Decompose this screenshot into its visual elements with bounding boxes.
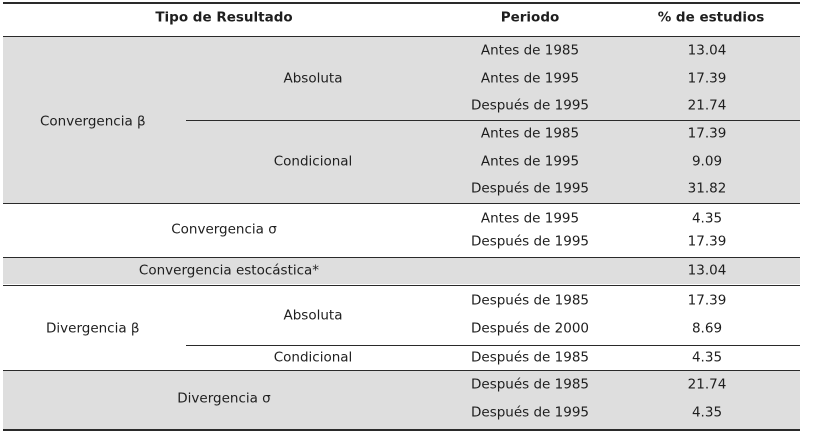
periodo-cell: Después de 1995 (470, 233, 590, 250)
rule-bottom (3, 429, 800, 431)
periodo-cell: Después de 1995 (470, 404, 590, 421)
valor-cell: 8.69 (691, 320, 723, 337)
subgroup-label: Absoluta (283, 70, 343, 87)
periodo-cell: Antes de 1985 (480, 125, 580, 142)
valor-cell: 31.82 (687, 180, 727, 197)
header-estudios: % de estudios (657, 9, 765, 26)
group-label: Convergencia β (40, 113, 146, 130)
rule-div-beta-sub (186, 345, 800, 346)
group-label: Divergencia σ (177, 390, 271, 407)
periodo-cell: Después de 1995 (470, 97, 590, 114)
periodo-cell: Antes de 1985 (480, 42, 580, 59)
periodo-cell: Después de 2000 (470, 320, 590, 337)
periodo-cell: Después de 1995 (470, 180, 590, 197)
group-label: Convergencia σ (171, 221, 277, 238)
header-tipo: Tipo de Resultado (155, 9, 293, 26)
valor-cell: 17.39 (687, 125, 727, 142)
valor-cell: 17.39 (687, 70, 727, 87)
subgroup-label: Condicional (273, 349, 353, 366)
valor-cell: 13.04 (687, 262, 727, 279)
valor-cell: 4.35 (691, 349, 723, 366)
band-convergencia-estocastica (3, 258, 800, 284)
group-label: Convergencia estocástica* (138, 262, 320, 279)
rule-conv-sigma-end (3, 257, 800, 258)
rule-div-beta-end (3, 370, 800, 371)
valor-cell: 17.39 (687, 233, 727, 250)
valor-cell: 9.09 (691, 153, 723, 170)
rule-conv-beta-end (3, 203, 800, 204)
periodo-cell: Antes de 1995 (480, 153, 580, 170)
periodo-cell: Después de 1985 (470, 376, 590, 393)
rule-top (3, 2, 800, 4)
valor-cell: 17.39 (687, 292, 727, 309)
subgroup-label: Absoluta (283, 307, 343, 324)
periodo-cell: Después de 1985 (470, 349, 590, 366)
valor-cell: 4.35 (691, 210, 723, 227)
valor-cell: 4.35 (691, 404, 723, 421)
group-label: Divergencia β (46, 320, 140, 337)
rule-conv-beta-sub (186, 120, 800, 121)
rule-header (3, 36, 800, 37)
subgroup-label: Condicional (273, 153, 353, 170)
valor-cell: 21.74 (687, 97, 727, 114)
periodo-cell: Antes de 1995 (480, 70, 580, 87)
header-periodo: Periodo (500, 9, 560, 26)
periodo-cell: Antes de 1995 (480, 210, 580, 227)
periodo-cell: Después de 1985 (470, 292, 590, 309)
valor-cell: 13.04 (687, 42, 727, 59)
band-divergencia-sigma (3, 371, 800, 429)
valor-cell: 21.74 (687, 376, 727, 393)
rule-estocastica-end (3, 285, 800, 286)
